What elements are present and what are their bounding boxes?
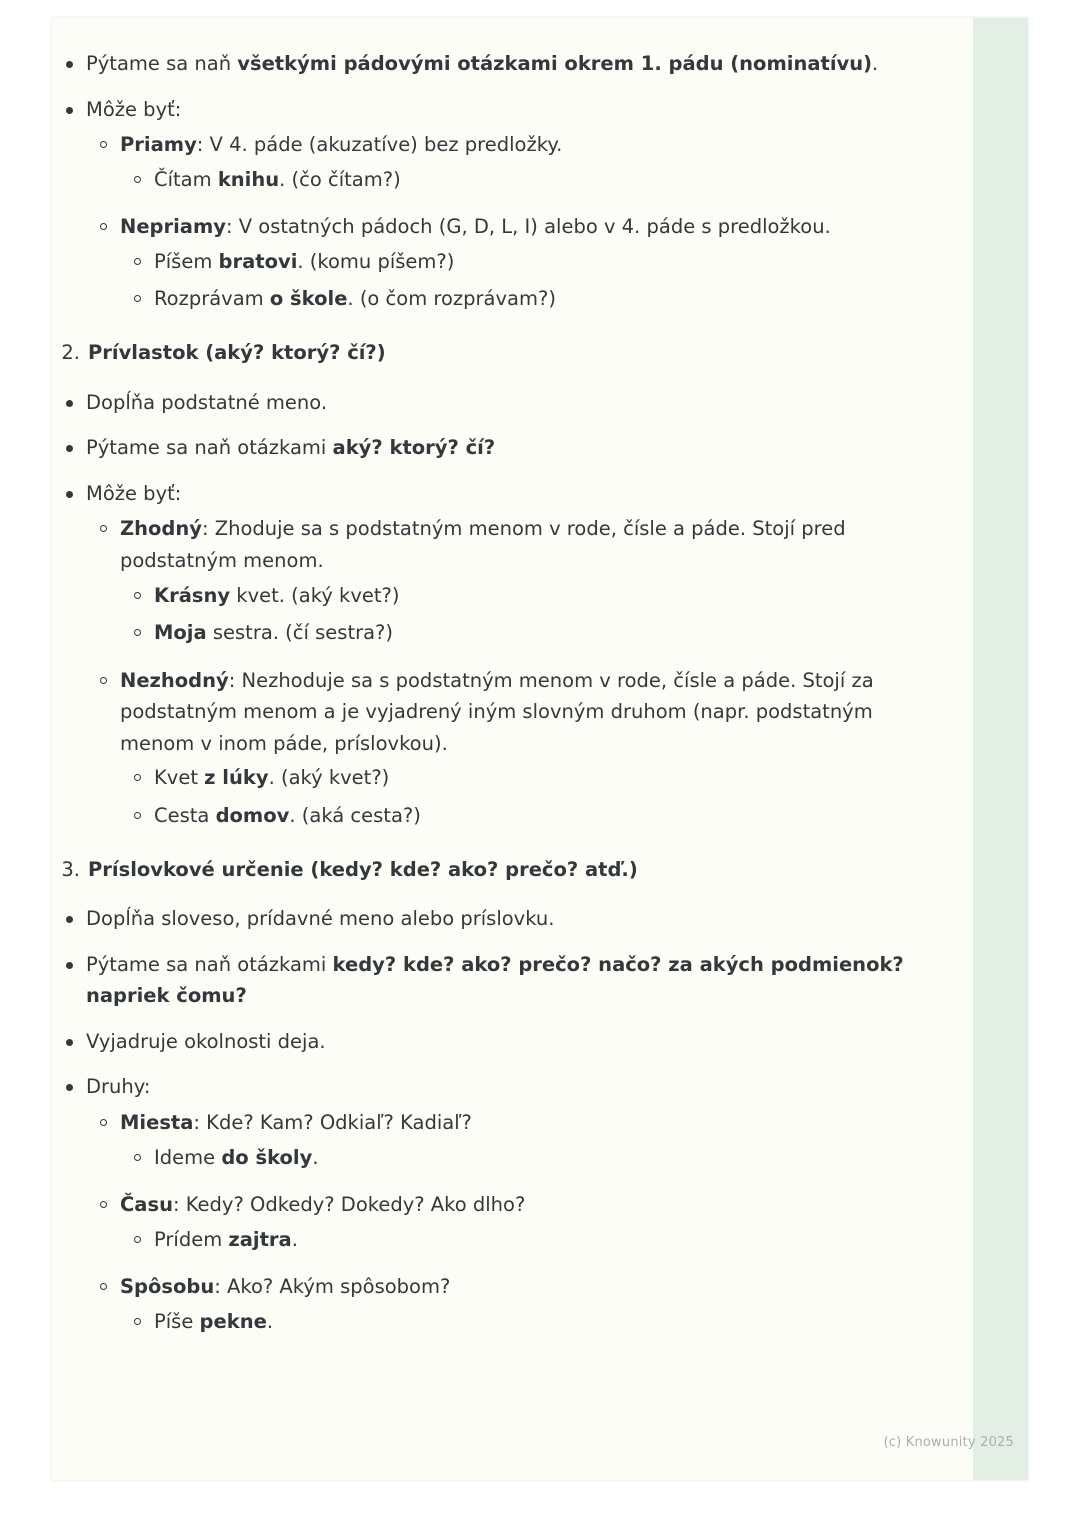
list-item [120,580,949,612]
list-item [52,949,949,1012]
list-item-text: Spôsobu: Ako? Akým spôsobom? [120,1275,451,1299]
document-content [52,18,973,1480]
list-item [120,1224,949,1256]
section-title: Prívlastok (aký? ktorý? čí?) [88,341,386,365]
list-item-text: Rozprávam o škole. (o čom rozprávam?) [154,287,556,311]
list-item-text: Ideme do školy. [154,1145,319,1169]
list-item [52,478,949,832]
list-item-text: Píšem bratovi. (komu píšem?) [154,249,455,273]
list-item [120,246,949,278]
list-item-text: Dopĺňa podstatné meno. [86,390,328,414]
list-item [52,387,949,419]
copyright-watermark: (c) Knowunity 2025 [883,1435,1014,1450]
list-item-text: Zhodný: Zhoduje sa s podstatným menom v rode, čísle a páde. Stojí pred podstatným menom. [120,517,846,572]
list-item [86,129,949,195]
list-item [86,211,949,315]
list-item-text: Druhy: [86,1075,151,1099]
section-number: 2. [61,341,80,365]
list-item-text: Miesta: Kde? Kam? Odkiaľ? Kadiaľ? [120,1111,472,1135]
list-level-1 [52,387,949,832]
list-item-text: Krásny kvet. (aký kvet?) [154,583,400,607]
list-item [120,283,949,315]
list-item [120,1306,949,1338]
list-item-text: Cesta domov. (aká cesta?) [154,803,421,827]
list-level-3 [120,580,949,649]
list-item-text: Vyjadruje okolnosti deja. [86,1029,326,1053]
list-level-3 [120,164,949,196]
list-item-text: Čítam knihu. (čo čítam?) [154,167,401,191]
list-item [86,513,949,648]
list-level-3 [120,1142,949,1174]
list-item [52,48,949,80]
document-body [52,48,949,1338]
list-item [52,1026,949,1058]
list-level-1 [52,903,949,1337]
list-item-text: Času: Kedy? Odkedy? Dokedy? Ako dlho? [120,1193,526,1217]
list-item [52,1071,949,1337]
list-item-text: Priamy: V 4. páde (akuzatíve) bez predložky. [120,133,563,157]
list-item [86,1271,949,1337]
list-item-text: Kvet z lúky. (aký kvet?) [154,766,390,790]
list-level-2 [86,1107,949,1337]
list-level-1 [52,48,949,315]
list-item-text: Dopĺňa sloveso, prídavné meno alebo príslovku. [86,907,555,931]
section-heading [52,337,949,369]
list-level-3 [120,1224,949,1256]
list-level-2 [86,129,949,315]
list-item [120,800,949,832]
section-body [52,903,949,1337]
list-item-text: Pýtame sa naň všetkými pádovými otázkami okrem 1. pádu (nominatívu). [86,52,879,75]
list-item-text: Môže byť: [86,481,182,505]
list-item [120,617,949,649]
page-accent-stripe [973,18,1028,1480]
list-level-3 [120,246,949,315]
list-item [86,1189,949,1255]
list-level-2 [86,513,949,831]
list-item-text: Prídem zajtra. [154,1227,298,1251]
section-number: 3. [61,857,80,881]
list-item [86,1107,949,1173]
document-page [52,18,1028,1480]
list-item-text: Pýtame sa naň otázkami kedy? kde? ako? prečo? načo? za akých podmienok? napriek čomu? [86,952,904,1008]
list-item [52,94,949,315]
intro-block [52,48,949,315]
list-item-text: Píše pekne. [154,1309,274,1333]
list-item-text: Nepriamy: V ostatných pádoch (G, D, L, I) alebo v 4. páde s predložkou. [120,215,831,239]
section-heading [52,854,949,886]
list-item-text: Nezhodný: Nezhoduje sa s podstatným menom v rode, čísle a páde. Stojí za podstatným menom a je vyjadrený iným slovným druhom (napr. podstatným menom v inom páde, príslovkou). [120,668,874,755]
section-body [52,387,949,832]
list-item [52,432,949,464]
list-level-3 [120,762,949,831]
list-item [120,164,949,196]
list-item-text: Moja sestra. (čí sestra?) [154,621,394,645]
list-item-text: Pýtame sa naň otázkami aký? ktorý? čí? [86,436,496,460]
list-item [120,762,949,794]
list-level-3 [120,1306,949,1338]
list-item [120,1142,949,1174]
list-item [52,903,949,935]
list-item [86,665,949,832]
list-item-text: Môže byť: [86,97,182,121]
section-title: Príslovkové určenie (kedy? kde? ako? prečo? atď.) [88,857,638,881]
